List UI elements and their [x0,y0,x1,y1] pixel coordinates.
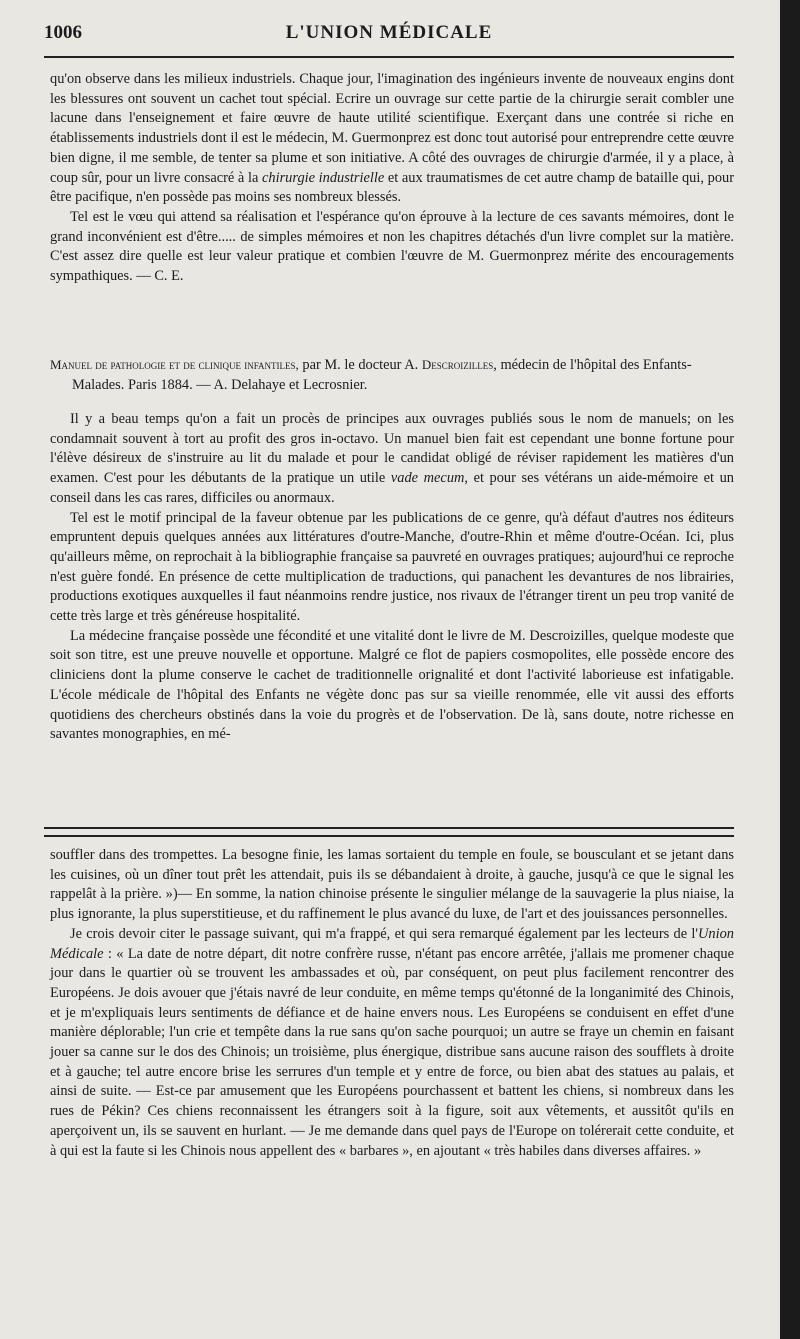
book-title: Manuel de pathologie et de clinique infantiles, [50,357,299,372]
paragraph [50,70,734,208]
paragraph: Tel est le vœu qui attend sa réalisation et l'espérance qu'on éprouve à la lecture de ces savants mémoires, dont le grand inconvénient est d'être..... de simples mémoires et non les chapitres détachés d'un livre complet sur la matière. C'est assez dire quelle est leur valeur pratique et combien l'œuvre de M. Guermonprez mérite des encouragements sympathiques. — C. E. [50,208,734,285]
paragraph [50,410,734,509]
header-rule [44,56,734,58]
text-run: Il y a beau temps qu'on a fait un procès de principes aux ouvrages publiés sous le nom de manuels; on les condamnait souvent à tort au profit des gros in-octavo. Un manuel bien fait est cependant une bonne fortune pour l'élève désireux de s'instruire au lit du malade et pour le candidat obligé de réviser rapidement les matières d'un examen. C'est pour les débutants de la pratique un utile [50,411,734,487]
text-run: , et pour ses vétérans un aide-mémoire et un conseil dans les cas rares, difficiles ou anormaux. [50,470,734,506]
feuilleton-section [50,846,734,1161]
text-run: qu'on observe dans les milieux industriels. Chaque jour, l'imagination des ingénieurs invente de nouveaux engins dont les blessures ont souvent un cachet tout spécial. Ecrire un ouvrage sur cette partie de la chirurgie serait combler une lacune dans l'enseignement et faire œuvre de haute utilité scientifique. Exerçant dans une contrée si riche en établissements industriels dont il est le médecin, M. Guermonprez est donc tout autorisé pour entreprendre cette œuvre bien digne, il me semble, de tenter sa plume et son initiative. A côté des ouvrages de chirurgie d'armée, il y a place, à coup sûr, pour un livre consacré à la [50,71,734,186]
section-double-rule [44,827,734,837]
italic-term: chirurgie industrielle [262,169,385,186]
text-run: Je crois devoir citer le passage suivant, qui m'a frappé, et qui sera remarqué également par les lecteurs de l' [70,925,699,942]
paragraph: La médecine française possède une fécondité et une vitalité dont le livre de M. Descroizilles, quelque modeste que soit son titre, est une preuve nouvelle et opportune. Malgré ce flot de papiers cosmopolites, elle possède encore des cliniciens dont la plume conserve le cachet de traditionnelle orignalité et dont l'activité laborieuse est infatigable. L'école médicale de l'hôpital des Enfants ne végète donc pas sur sa vieille renommée, elle vit aussi des efforts quotidiens des chercheurs obstinés dans la voie du progrès et de l'observation. De là, sans doute, notre richesse en savantes monographies, en mé- [50,627,734,743]
text-run: , médecin de l'hôpital des Enfants-Malades. Paris 1884. — A. Delahaye et Lecrosnier. [72,357,692,393]
article-continuation [50,70,734,287]
review-body [50,410,734,745]
paragraph [50,925,734,1161]
running-title: L'UNION MÉDICALE [285,22,493,43]
page-header [44,22,734,52]
author-name: Descroizilles [421,357,494,372]
text-run: et aux traumatismes de cet autre champ de bataille qui, pour être pacifique, n'en possède pas moins ses nombreux blessés. [50,169,734,206]
text-run: par M. le docteur A. [298,357,422,373]
paragraph: Tel est le motif principal de la faveur obtenue par les publications de ce genre, qu'à défaut d'autres nos éditeurs empruntent depuis quelques années aux littératures d'outre-Manche, d'outre-Rhin et même d'outre-Océan. Ici, plus qu'ailleurs même, on reprochait à la bibliographie française sa pauvreté en ouvrages pratiques; aujourd'hui ce reproche n'est guère fondé. En présence de cette multiplication de traductions, qui panachent les devantures de nos librairies, productions exotiques auxquelles il faut néanmoins rendre justice, nos rivaux de l'étranger tirent un peu trop vanité de cette très large et très généreuse hospitalité. [50,509,734,625]
italic-term: Union Médicale [50,925,734,962]
review-heading [50,355,734,395]
review-citation [50,355,734,395]
italic-term: vade mecum [390,470,465,487]
page-number: 1006 [44,22,82,43]
text-run: : « La date de notre départ, dit notre confrère russe, n'étant pas encore arrêtée, j'allais me promener chaque jour dans le quartier où se trouvent les ambassades et où, par conséquent, on peut plus facilement rencontrer des Européens. Je dois avouer que j'étais navré de leur conduite, en même temps qu'étonné de la longanimité des Chinois, et je m'expliquais leurs sentiments de défiance et de haine envers nous. Les Européens se conduisent en effet d'une manière déplorable; l'un crie et tempête dans la rue sans qu'on sache pourquoi; un autre se fraye un chemin en faisant jouer sa canne sur le dos des Chinois; un troisième, plus énergique, distribue sans aucune raison des soufflets à droite et à gauche; tel autre encore brise les serrures d'un temple et y entre de force, ou bien abat des statues au palais, et ainsi de suite. — Est-ce par amusement que les Européens pourchassent et battent les chiens, si nombreux dans les rues de Pékin? Ces chiens reconnaissent les étrangers soit à la figure, soit aux vêtements, et aussitôt qu'ils en aperçoivent un, ils se sauvent en hurlant. — Je me demande dans quel pays de l'Europe on tolérerait cette conduite, et à qui est la faute si les Chinois nous appellent des « barbares », en ajoutant « très habiles dans diverses affaires. » [50,945,734,1159]
paragraph: souffler dans des trompettes. La besogne finie, les lamas sortaient du temple en foule, se bousculant et se jetant dans les cuisines, où un dîner tout prêt les attendait, puis ils se débandaient à droite, à gauche, jusqu'à ce que le signal les rappelât à la prière. »)— En somme, la nation chinoise présente le singulier mélange de la sauvagerie la plus niaise, la plus ignorante, la plus superstitieuse, et du raffinement le plus avancé du luxe, de l'art et des jouissances personnelles. [50,847,734,923]
